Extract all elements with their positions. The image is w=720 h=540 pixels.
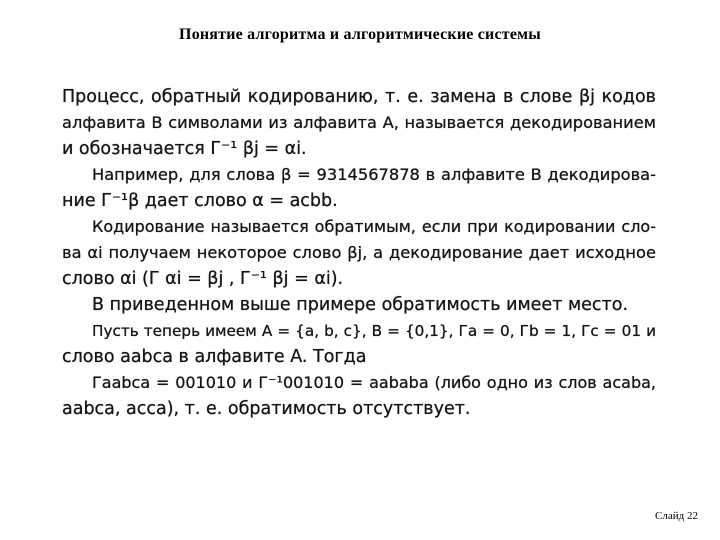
- text-line: Пусть теперь имеем A = {a, b, c}, B = {0,1}, Гa = 0, Гb = 1, Гc = 01 и: [92, 322, 656, 340]
- scanned-text-block: [62, 84, 656, 424]
- slide-number: Слайд 22: [655, 510, 698, 522]
- text-line: Кодирование называется обратимым, если при кодировании сло-: [92, 217, 656, 236]
- text-line: Например, для слова β = 9314567878 в алфавите B декодирова-: [92, 165, 656, 184]
- text-line: слово αi (Г αi = βj , Г⁻¹ βj = αi).: [62, 269, 344, 289]
- text-line: и обозначается Г⁻¹ βj = αi.: [62, 139, 307, 159]
- text-line: ние Г⁻¹β дает слово α = acbb.: [62, 191, 338, 211]
- text-line: Процесс, обратный кодированию, т. е. замена в слове βj кодов: [62, 87, 656, 107]
- text-line: В приведенном выше примере обратимость имеет место.: [92, 295, 629, 315]
- text-line: алфавита B символами из алфавита A, называется декодированием: [62, 113, 656, 132]
- slide-title: Понятие алгоритма и алгоритмические системы: [179, 26, 541, 43]
- text-line: слово aabca в алфавите A. Тогда: [62, 347, 367, 367]
- text-line: aabca, acca), т. е. обратимость отсутствует.: [62, 399, 471, 419]
- text-line: ва αi получаем некоторое слово βj, а декодирование дает исходное: [62, 243, 656, 262]
- text-line: Гaabca = 001010 и Г⁻¹001010 = aababa (либо одно из слов acaba,: [92, 373, 656, 392]
